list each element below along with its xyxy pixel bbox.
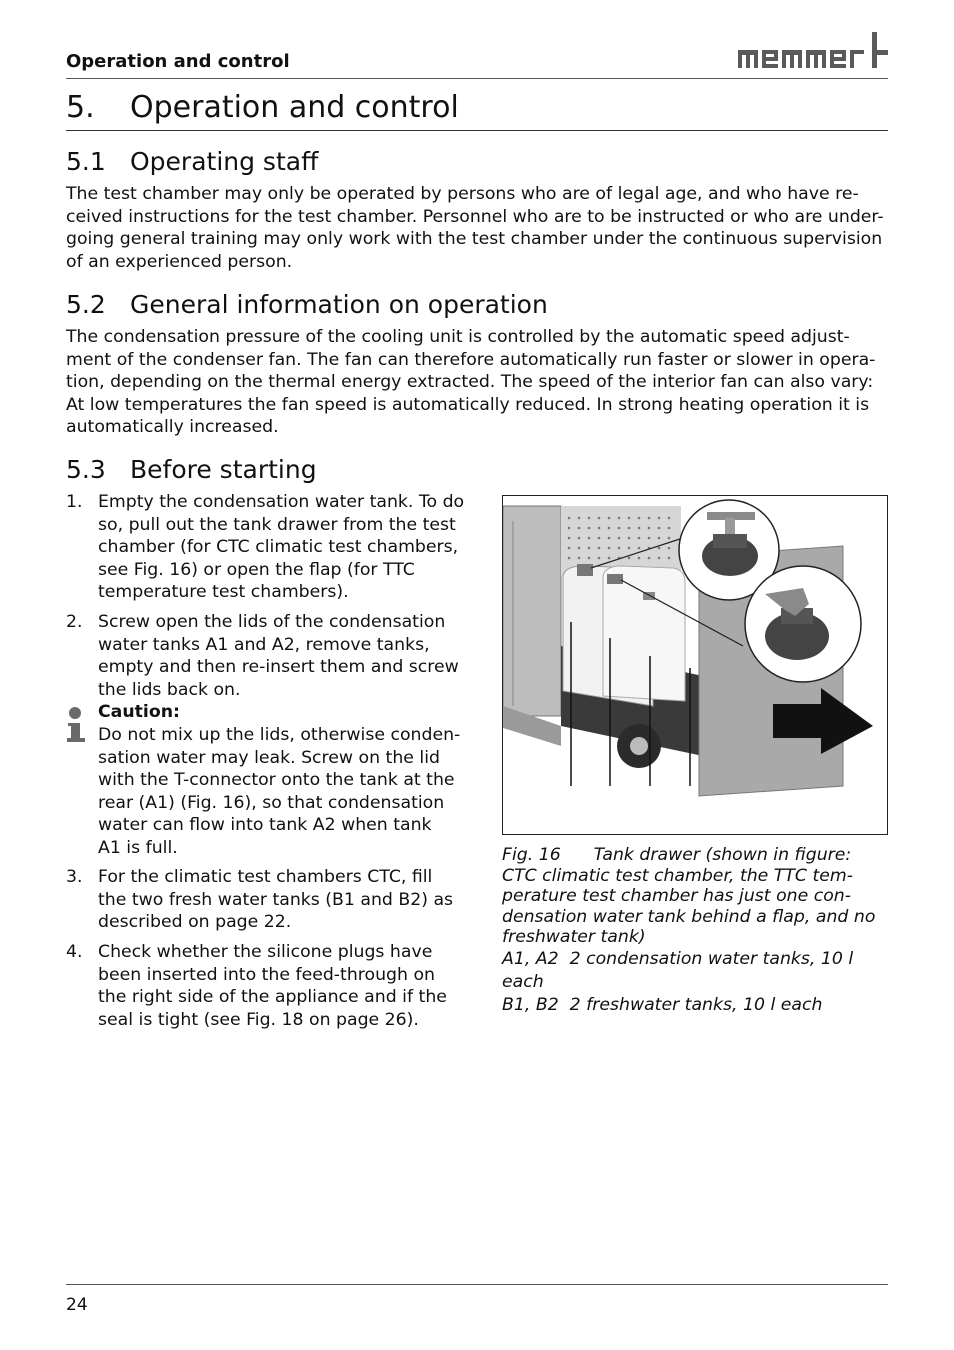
section-number: 5.3 [66,455,106,484]
list-number: 3. [66,867,83,887]
chapter-rule [66,130,888,131]
chapter-heading [66,90,459,125]
list-line: the two fresh water tanks (B1 and B2) as [98,889,454,910]
legend-line: A1, A2 2 condensation water tanks, 10 l [502,948,854,969]
list-line: so, pull out the tank drawer from the test [98,514,456,535]
paragraph-line: of an experienced person. [66,251,293,272]
paragraph-line: The test chamber may only be operated by persons who are of legal age, and who have re- [66,184,859,204]
section-heading-5-3 [66,455,317,484]
section-number: 5.2 [66,290,106,319]
footer-rule [66,1284,888,1285]
legend-line: each [502,971,544,992]
section-heading-5-1 [66,147,318,176]
list-line: seal is tight (see Fig. 18 on page 26). [98,1009,419,1030]
section-title: Operating staff [130,147,319,176]
caption-line: Fig. 16 Tank drawer (shown in figure: [502,845,852,865]
paragraph-line: ment of the condenser fan. The fan can therefore automatically run faster or slower in opera- [66,349,876,370]
caption-line: densation water tank behind a flap, and no [502,906,876,927]
list-line: water tanks A1 and A2, remove tanks, [98,634,430,655]
paragraph-line: At low temperatures the fan speed is automatically reduced. In strong heating operation it is [66,394,870,415]
paragraph-line: tion, depending on the thermal energy extracted. The speed of the interior fan can also vary: [66,372,874,393]
caption-line: CTC climatic test chamber, the TTC tem- [502,865,853,886]
list-line: temperature test chambers). [98,582,349,603]
list-number: 4. [66,942,83,962]
section-title: General information on operation [130,290,548,319]
caution-line: A1 is full. [98,837,178,858]
legend-line: B1, B2 2 freshwater tanks, 10 l each [502,994,823,1015]
caption-line: freshwater tank) [502,927,646,947]
list-line: empty and then re-insert them and screw [98,657,459,678]
page-number: 24 [66,1295,88,1315]
caption-line: perature test chamber has just one con- [502,886,851,906]
header-rule [66,78,888,79]
tank-drawer-illustration [503,496,887,834]
list-number: 1. [66,492,83,512]
list-number: 2. [66,612,83,632]
list-line: been inserted into the feed-through on [98,964,435,985]
list-line: see Fig. 16) or open the flap (for TTC [98,559,415,580]
caution-line: Do not mix up the lids, otherwise conden- [98,724,461,745]
paragraph-line: ceived instructions for the test chamber. Personnel who are to be instructed or who are under- [66,206,884,227]
paragraph-line: The condensation pressure of the cooling unit is controlled by the automatic speed adjust- [66,327,850,347]
list-line: Check whether the silicone plugs have [98,942,433,962]
list-line: Screw open the lids of the condensation [98,612,446,632]
figure-caption [502,845,892,1017]
section-number: 5.1 [66,147,106,176]
list-line: described on page 22. [98,912,292,933]
caution-line: sation water may leak. Screw on the lid [98,747,440,768]
section-title: Before starting [130,455,317,484]
info-icon [66,706,88,744]
paragraph-line: going general training may only work with the test chamber under the continuous supervision [66,229,883,250]
chapter-title: Operation and control [130,90,459,125]
section-5-2-paragraph [66,326,888,439]
tank-drawer-figure [502,495,888,835]
paragraph-line: automatically increased. [66,417,279,438]
chapter-number: 5. [66,90,95,125]
list-line: Empty the condensation water tank. To do [98,492,465,512]
caution-title: Caution: [98,702,180,723]
caution-line: rear (A1) (Fig. 16), so that condensation [98,792,445,813]
list-line: the lids back on. [98,679,241,700]
running-title: Operation and control [66,51,290,72]
list-line: chamber (for CTC climatic test chambers, [98,537,459,558]
caution-line: water can flow into tank A2 when tank [98,815,432,836]
list-line: the right side of the appliance and if the [98,987,447,1008]
list-line: For the climatic test chambers CTC, fill [98,867,433,887]
section-5-1-paragraph [66,183,888,273]
caution-line: with the T-connector onto the tank at the [98,770,455,791]
section-heading-5-2 [66,290,548,319]
memmert-logo [738,30,890,72]
